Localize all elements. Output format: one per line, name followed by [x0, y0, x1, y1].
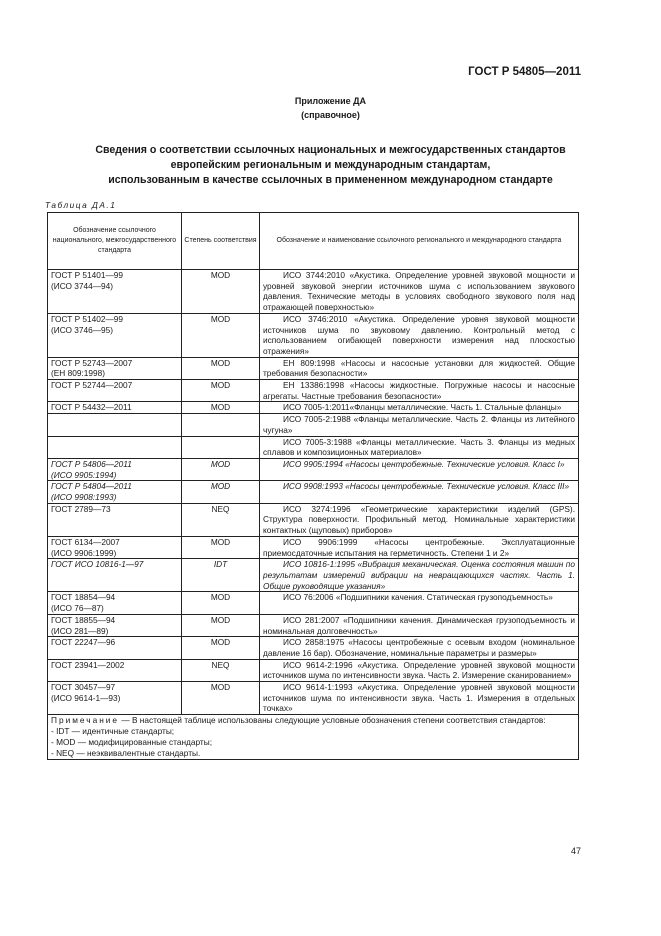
national-standard-cell: ГОСТ 18854—94 (ИСО 76—87) [48, 592, 182, 614]
table-body [48, 270, 579, 715]
table-row [48, 270, 579, 314]
degree-cell: MOD [182, 637, 260, 659]
appendix-heading [0, 94, 661, 122]
degree-cell: MOD [182, 536, 260, 558]
degree-cell: MOD [182, 402, 260, 414]
table-note [48, 715, 579, 760]
table-row [48, 614, 579, 636]
header-national-standard: Обозначение ссылочного национального, межгосударственного стандарта [48, 213, 182, 270]
national-standard-cell: ГОСТ Р 52743—2007 (ЕН 809:1998) [48, 357, 182, 379]
national-standard-cell: ГОСТ 22247—96 [48, 637, 182, 659]
table-row [48, 380, 579, 402]
reference-standard-cell: ИСО 7005-3:1988 «Фланцы металлические. Часть 3. Фланцы из медных сплавов и композиционных материалов» [260, 436, 579, 458]
standards-table [47, 212, 579, 760]
note-item-idt: - IDT — идентичные стандарты; [51, 726, 175, 737]
degree-cell: MOD [182, 481, 260, 503]
reference-standard-cell: ИСО 10816-1:1995 «Вибрация механическая. Оценка состояния машин по результатам измерений вибрации на невращающихся частях. Часть 1. Общие руководящие указания» [260, 559, 579, 592]
table-header-row [48, 213, 579, 270]
title-line-3: использованным в качестве ссылочных в примененном международном стандарте [108, 174, 553, 186]
national-standard-cell: ГОСТ Р 51402—99 (ИСО 3746—95) [48, 313, 182, 357]
note-head [51, 715, 575, 726]
table-row [48, 659, 579, 681]
national-standard-cell [48, 436, 182, 458]
degree-cell: MOD [182, 313, 260, 357]
page-number: 47 [570, 846, 581, 856]
reference-standard-cell: ИСО 9906:1999 «Насосы центробежные. Эксплуатационные приемосдаточные испытания на герметичность. Степени 1 и 2» [260, 536, 579, 558]
reference-standard-cell: ЕН 13386:1998 «Насосы жидкостные. Погружные насосы и насосные агрегаты. Частные требования безопасности» [260, 380, 579, 402]
note-text: — В настоящей таблице использованы следующие условные обозначения степени соответствия стандартов: [119, 715, 546, 726]
table-note-row [48, 715, 579, 760]
table-row [48, 402, 579, 414]
national-standard-cell: ГОСТ Р 54432—2011 [48, 402, 182, 414]
table-row [48, 458, 579, 480]
page-title [40, 143, 621, 188]
title-line-1: Сведения о соответствии ссылочных национальных и межгосударственных стандартов [95, 144, 566, 156]
degree-cell: NEQ [182, 659, 260, 681]
table-row [48, 414, 579, 436]
degree-cell: MOD [182, 458, 260, 480]
reference-standard-cell: ИСО 76:2006 «Подшипники качения. Статическая грузоподъемность» [260, 592, 579, 614]
degree-cell: MOD [182, 380, 260, 402]
degree-cell: MOD [182, 682, 260, 715]
national-standard-cell: ГОСТ ИСО 10816-1—97 [48, 559, 182, 592]
reference-standard-cell: ИСО 281:2007 «Подшипники качения. Динамическая грузоподъемность и номинальная долговечность» [260, 614, 579, 636]
note-item-mod: - MOD — модифицированные стандарты; [51, 737, 213, 748]
national-standard-cell: ГОСТ 18855—94 (ИСО 281—89) [48, 614, 182, 636]
national-standard-cell: ГОСТ 6134—2007 (ИСО 9906:1999) [48, 536, 182, 558]
reference-standard-cell: ИСО 3746:2010 «Акустика. Определение уровня звуковой мощности источников шума по звуковому давлению. Контрольный метод с использованием огибающей поверхности измерения над плоскостью отражения» [260, 313, 579, 357]
header-reference-standard: Обозначение и наименование ссылочного регионального и международного стандарта [260, 213, 579, 270]
table-row [48, 592, 579, 614]
degree-cell: MOD [182, 614, 260, 636]
table-row [48, 682, 579, 715]
appendix-title: Приложение ДА [294, 96, 367, 106]
reference-standard-cell: ИСО 9905:1994 «Насосы центробежные. Технические условия. Класс I» [260, 458, 579, 480]
degree-cell: NEQ [182, 503, 260, 536]
degree-cell: MOD [182, 357, 260, 379]
table-row [48, 536, 579, 558]
national-standard-cell: ГОСТ Р 54806—2011 (ИСО 9905:1994) [48, 458, 182, 480]
degree-cell: IDT [182, 559, 260, 592]
national-standard-cell: ГОСТ Р 51401—99 (ИСО 3744—94) [48, 270, 182, 314]
reference-standard-cell: ИСО 3744:2010 «Акустика. Определение уровней звуковой мощности и уровней звуковой энергии источников шума с использованием звукового давления. Технические методы в условиях свободного звукового поля над отражающей поверхностью» [260, 270, 579, 314]
national-standard-cell: ГОСТ 30457—97 (ИСО 9614-1—93) [48, 682, 182, 715]
note-label: Примечание [51, 715, 120, 726]
national-standard-cell [48, 414, 182, 436]
table-row [48, 503, 579, 536]
note-item-neq: - NEQ — неэквивалентные стандарты. [51, 748, 201, 759]
degree-cell: MOD [182, 270, 260, 314]
table-row [48, 637, 579, 659]
table-row [48, 313, 579, 357]
national-standard-cell: ГОСТ 23941—2002 [48, 659, 182, 681]
national-standard-cell: ГОСТ Р 54804—2011 (ИСО 9908:1993) [48, 481, 182, 503]
table-caption: Таблица ДА.1 [45, 200, 117, 210]
degree-cell [182, 414, 260, 436]
national-standard-cell: ГОСТ 2789—73 [48, 503, 182, 536]
reference-standard-cell: ИСО 7005-1:2011«Фланцы металлические. Часть 1. Стальные фланцы» [260, 402, 579, 414]
reference-standard-cell: ИСО 9614-2:1996 «Акустика. Определение уровней звуковой мощности источников шума по интенсивности звука. Часть 2. Измерение сканированием» [260, 659, 579, 681]
national-standard-cell: ГОСТ Р 52744—2007 [48, 380, 182, 402]
table-row [48, 559, 579, 592]
reference-standard-cell: ЕН 809:1998 «Насосы и насосные установки для жидкостей. Общие требования безопасности» [260, 357, 579, 379]
document-code: ГОСТ Р 54805—2011 [468, 66, 581, 78]
header-degree: Степень соответствия [182, 213, 260, 270]
reference-standard-cell: ИСО 9908:1993 «Насосы центробежные. Технические условия. Класс III» [260, 481, 579, 503]
degree-cell [182, 436, 260, 458]
degree-cell: MOD [182, 592, 260, 614]
reference-standard-cell: ИСО 9614-1:1993 «Акустика. Определение уровней звуковой мощности источников шума по интенсивности звука. Часть 1. Измерения в отдельных точках» [260, 682, 579, 715]
table-row [48, 357, 579, 379]
appendix-subtitle: (справочное) [301, 110, 360, 120]
table-row [48, 436, 579, 458]
title-line-2: европейским региональным и международным стандартам, [170, 159, 491, 171]
reference-standard-cell: ИСО 3274:1996 «Геометрические характеристики изделий (GPS). Структура поверхности. Профильный метод. Номинальные характеристики контактных (щуповых) приборов» [260, 503, 579, 536]
reference-standard-cell: ИСО 7005-2:1988 «Фланцы металлические. Часть 2. Фланцы из литейного чугуна» [260, 414, 579, 436]
table-row [48, 481, 579, 503]
reference-standard-cell: ИСО 2858:1975 «Насосы центробежные с осевым входом (номинальное давление 16 бар). Обозначение, номинальные параметры и размеры» [260, 637, 579, 659]
